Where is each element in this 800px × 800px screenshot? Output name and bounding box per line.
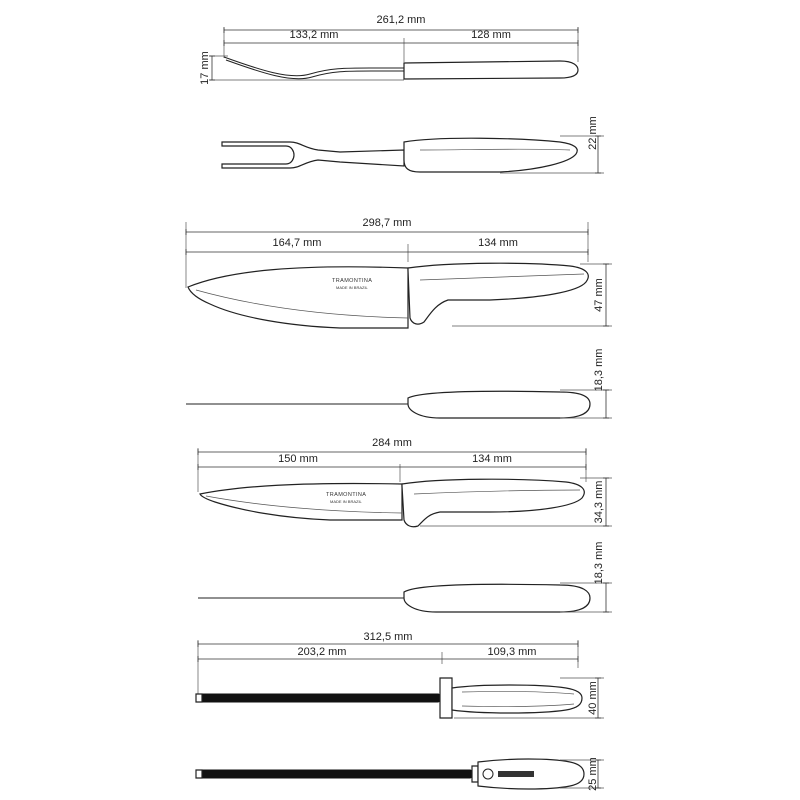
skewer-1-handle (408, 391, 590, 418)
fork-small-side (199, 14, 578, 85)
skewer-2 (198, 542, 612, 612)
utility-knife-blade-length: 150 mm (278, 453, 318, 465)
steel-top-rod (200, 770, 472, 778)
steel-guard (440, 678, 452, 718)
skewer-2-handle (404, 584, 590, 612)
steel-height: 40 mm (587, 681, 599, 715)
chef-knife-blade (188, 267, 408, 328)
chef-knife-handle (408, 263, 588, 324)
steel-total-length: 312,5 mm (363, 631, 413, 643)
chef-knife-handle-length: 134 mm (478, 237, 518, 249)
fork-large-handle (404, 138, 577, 172)
skewer-1-height: 18,3 mm (593, 348, 605, 392)
steel-handle (452, 685, 582, 713)
steel-rod-length: 203,2 mm (297, 646, 347, 658)
fork-small-blade-length: 133,2 mm (289, 29, 339, 41)
utility-knife-total-length: 284 mm (372, 437, 412, 449)
steel-top-height: 25 mm (587, 757, 599, 791)
utility-knife (198, 437, 612, 527)
chef-knife (186, 217, 612, 328)
steel-rod (200, 694, 440, 702)
chef-knife-brand: TRAMONTINA (332, 278, 373, 284)
chef-knife-origin: MADE IN BRAZIL (336, 285, 368, 290)
fork-large-tines (222, 142, 404, 168)
utility-knife-blade (200, 483, 402, 520)
utility-knife-origin: MADE IN BRAZIL (330, 499, 362, 504)
utility-knife-handle-length: 134 mm (472, 453, 512, 465)
fork-small-handle (404, 61, 578, 79)
chef-knife-height: 47 mm (593, 278, 605, 312)
chef-knife-blade-length: 164,7 mm (272, 237, 322, 249)
fork-small-handle-length: 128 mm (471, 29, 511, 41)
utility-knife-brand: TRAMONTINA (326, 492, 367, 498)
fork-small-total-length: 261,2 mm (376, 14, 426, 26)
sharpening-steel-side (196, 631, 604, 718)
chef-knife-total-length: 298,7 mm (362, 217, 412, 229)
skewer-2-height: 18,3 mm (593, 541, 605, 585)
utility-knife-height: 34,3 mm (593, 480, 605, 524)
fork-large-height: 22 mm (587, 116, 599, 150)
sharpening-steel-top (196, 757, 604, 791)
fork-small-height: 17 mm (199, 51, 211, 85)
steel-handle-length: 109,3 mm (487, 646, 537, 658)
utility-knife-handle (402, 479, 584, 527)
skewer-1 (186, 349, 612, 418)
fork-large-top (222, 116, 604, 173)
